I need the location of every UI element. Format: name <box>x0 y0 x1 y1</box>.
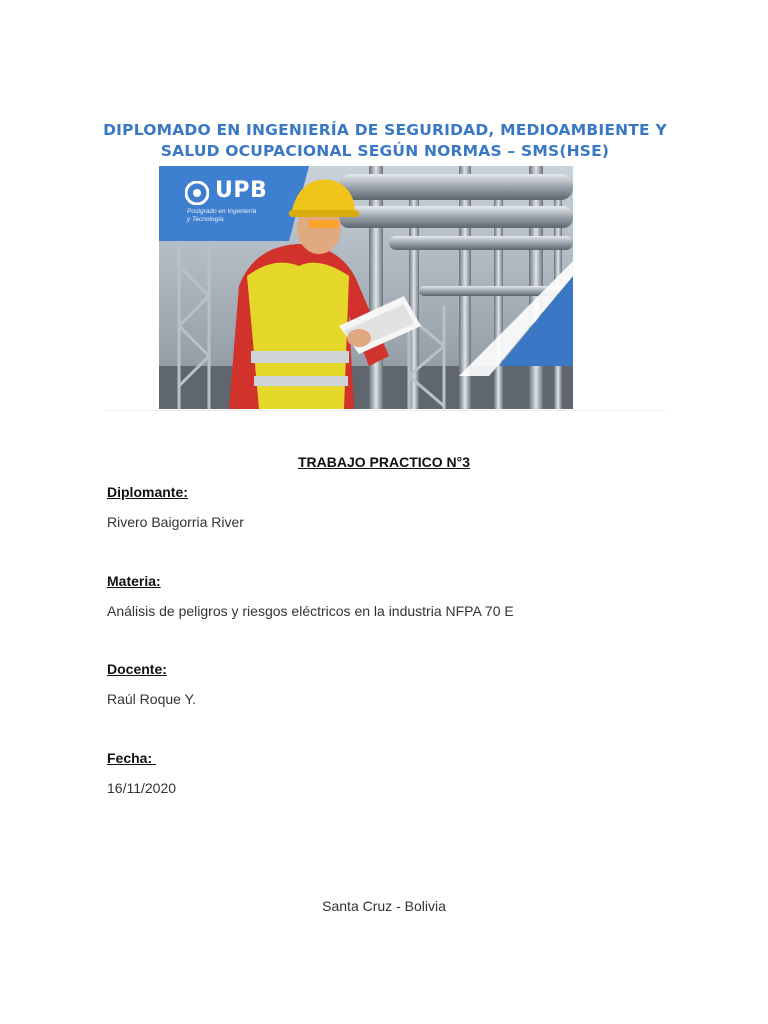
upb-logo-icon <box>185 181 209 205</box>
banner-title-line-1: DIPLOMADO EN INGENIERÍA DE SEGURIDAD, MEDIOAMBIENTE Y <box>103 121 667 139</box>
diplomante-value: Rivero Baigorria River <box>107 514 244 530</box>
upb-logo <box>185 178 305 238</box>
diplomante-label: Diplomante: <box>107 484 188 500</box>
upb-logo-subtitle <box>187 208 297 224</box>
banner-image <box>159 166 573 409</box>
document-title: TRABAJO PRACTICO N°3 <box>297 454 471 470</box>
upb-logo-subtitle-line-1: Postgrado en Ingeniería <box>187 208 257 215</box>
materia-label: Materia: <box>107 573 161 589</box>
docente-label: Docente: <box>107 661 167 677</box>
fecha-label: Fecha: <box>107 750 157 766</box>
upb-logo-subtitle-line-2: y Tecnología <box>187 216 224 223</box>
banner-title <box>100 120 670 162</box>
banner-title-line-2: SALUD OCUPACIONAL SEGÚN NORMAS – SMS(HSE) <box>160 142 610 160</box>
footer-location: Santa Cruz - Bolivia <box>322 898 446 914</box>
banner-divider <box>105 410 665 411</box>
docente-value: Raúl Roque Y. <box>107 691 196 707</box>
upb-logo-text: UPB <box>215 178 268 203</box>
materia-value: Análisis de peligros y riesgos eléctricos en la industria NFPA 70 E <box>107 603 514 619</box>
fecha-value: 16/11/2020 <box>107 780 177 796</box>
